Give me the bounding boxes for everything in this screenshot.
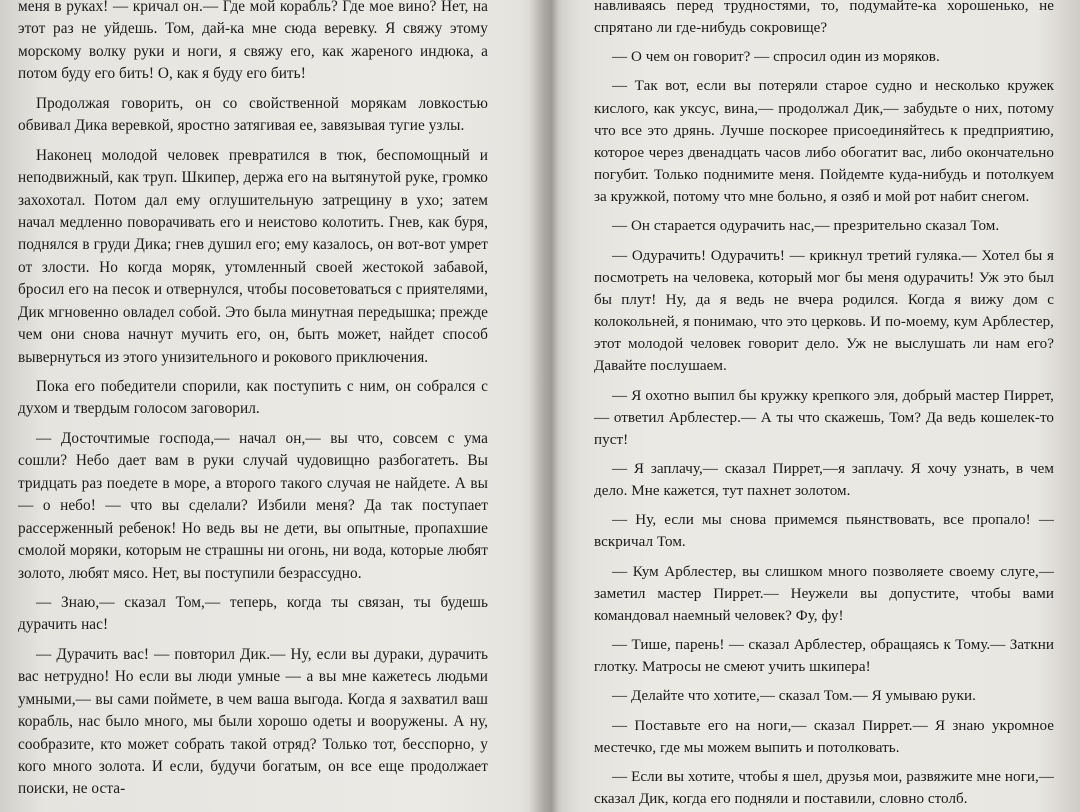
- book-gutter: [520, 0, 580, 812]
- paragraph: — О чем он говорит? — спросил один из моряков.: [612, 49, 940, 66]
- paragraph: — Он старается одурачить нас,— презрительно сказал Том.: [612, 218, 1000, 235]
- right-page: [594, 0, 1054, 812]
- paragraph: — Одурачить! Одурачить! — крикнул третий гуляка.— Хотел бы я посмотреть на человека, который мог бы меня одурачить! Уж это был бы плут! Ну, да я ведь не вчера родился. Когда я вижу дом с колокольней, я понимаю, что это церковь. И по-моему, кум Арблестер, этот молодой человек говорит дело. Уж не выслушать ли нам его? Давайте послушаем.: [594, 247, 1054, 375]
- paragraph: — Досточтимые господа,— начал он,— вы что, совсем с ума сошли? Небо дает вам в руки случай чудовищно разбогатеть. Вы тридцать раз поедете в море, а второго такого случая не найдете. А вы — о небо! — что вы сделали? Избили меня? Да так поступает рассерженный ребенок! Но ведь вы не дети, вы опытные, пропахшие смолой моряки, которым не страшны ни огонь, ни вода, которые любят золото, любят мясо. Нет, вы поступили безрассудно.: [18, 429, 488, 582]
- paragraph: — Если вы хотите, чтобы я шел, друзья мои, развяжите мне ноги,— сказал Дик, когда его подняли и поставили, словно столб.: [594, 768, 1054, 807]
- paragraph: — Делайте что хотите,— сказал Том.— Я умываю руки.: [612, 688, 976, 705]
- paragraph: — Ну, если мы снова примемся пьянствовать, все пропало! — вскричал Том.: [594, 512, 1054, 551]
- paragraph: — Так вот, если вы потеряли старое судно и несколько кружек кислого, как уксус, вина,— продолжал Дик,— забудьте о них, потому что все это дрянь. Лучше поскорее присоединяйтесь к предприятию, которое через двенадцать часов либо обогатит вас, либо окончательно погубит. Только поднимите меня. Пойдемте куда-нибудь и потолкуем за кружкой, потому что мне больно, я озяб и мой рот набит снегом.: [594, 78, 1054, 206]
- paragraph: Пока его победители спорили, как поступить с ним, он собрался с духом и твердым голосом заговорил.: [18, 378, 488, 418]
- paragraph: навливаясь перед трудностями, то, подумайте-ка хорошенько, не спрятано ли где-нибудь сокровище?: [594, 0, 1054, 37]
- paragraph: меня в руках! — кричал он.— Где мой корабль? Где мое вино? Нет, на этот раз не уйдешь. Том, дай-ка мне сюда веревку. Я свяжу этому морскому волку руки и ноги, я свяжу его, как жареного индюка, а потом буду его бить! О, как я буду его бить!: [18, 0, 488, 83]
- paragraph: — Поставьте его на ноги,— сказал Пиррет.— Я знаю укромное местечко, где мы можем выпить и потолковать.: [594, 717, 1054, 756]
- paragraph: Наконец молодой человек превратился в тюк, беспомощный и неподвижный, как труп. Шкипер, держа его на вытянутой руке, громко захохотал. Потом дал ему оглушительную затрещину в ухо; затем начал медленно поворачивать его и неистово колотить. Гнев, как буря, поднялся в груди Дика; гнев душил его; ему казалось, он вот-вот умрет от злости. Но когда моряк, утомленный своей жестокой забавой, бросил его на песок и отвернулся, чтобы посоветоваться с приятелями, Дик мгновенно овладел собой. Это была минутная передышка; прежде чем они снова начнут мучить его, он, быть может, найдет способ вывернуться из этого унизительного и рокового приключения.: [18, 146, 488, 366]
- left-page: [18, 0, 488, 812]
- paragraph: — Дурачить вас! — повторил Дик.— Ну, если вы дураки, дурачить вас нетрудно! Но если вы люди умные — а вы мне кажетесь людьми умными,— вы сами поймете, в чем ваша выгода. Когда я захватил ваш корабль, нас было много, мы были хорошо одеты и вооружены. А ну, сообразите, кто может собрать такой отряд? Только тот, бесспорно, у кого много золота. И если, будучи богатым, он все еще продолжает поиски, не оста-: [18, 645, 488, 798]
- paragraph: — Я заплачу,— сказал Пиррет,—я заплачу. Я хочу узнать, в чем дело. Мне кажется, тут пахнет золотом.: [594, 460, 1054, 500]
- paragraph: — Кум Арблестер, вы слишком много позволяете своему слуге,— заметил мастер Пиррет.— Неужели вы допустите, чтобы вами командовал наемный человек? Фу, фу!: [594, 563, 1054, 624]
- paragraph: — Знаю,— сказал Том,— теперь, когда ты связан, ты будешь дурачить нас!: [18, 593, 488, 634]
- paragraph: — Я охотно выпил бы кружку крепкого эля, добрый мастер Пиррет,— ответил Арблестер.— А ты что скажешь, Том? Да ведь кошелек-то пуст!: [594, 387, 1054, 448]
- paragraph: — Тише, парень! — сказал Арблестер, обращаясь к Тому.— Заткни глотку. Матросы не смеют учить шкипера!: [594, 637, 1054, 676]
- paragraph: Продолжая говорить, он со свойственной морякам ловкостью обвивал Дика веревкой, яростно затягивая ее, завязывая тугие узлы.: [18, 94, 488, 135]
